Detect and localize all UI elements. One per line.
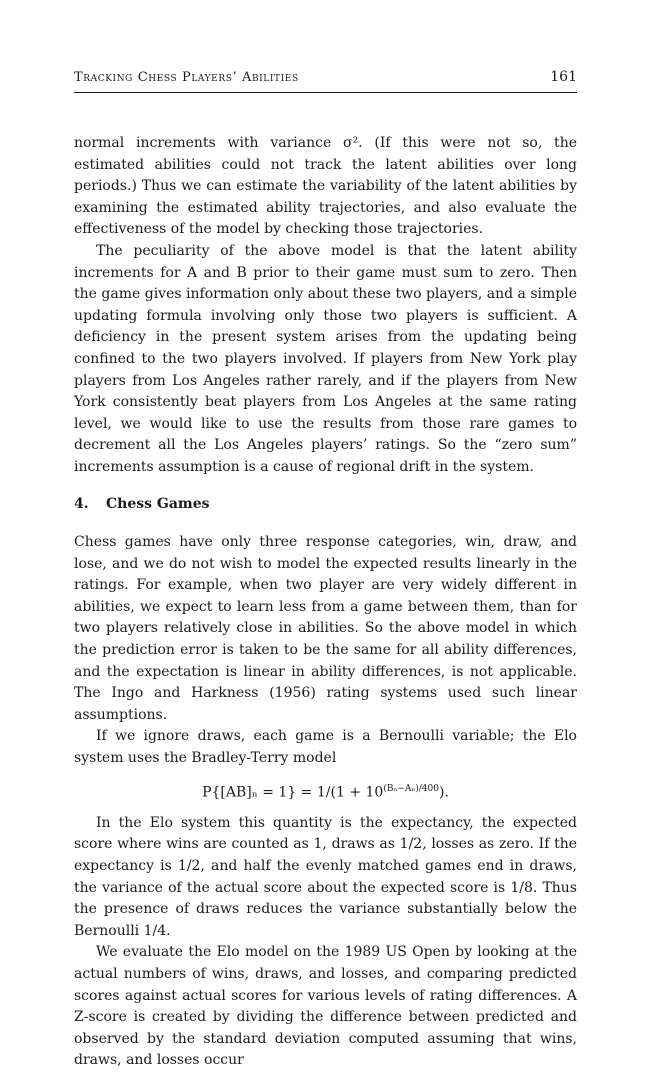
equation-exponent: (Bₙ−Aₙ)/400 — [383, 783, 439, 794]
section-heading — [74, 494, 577, 516]
equation-end: ). — [439, 784, 449, 801]
section-number: 4. — [74, 495, 89, 512]
body-text — [74, 133, 577, 1072]
equation-main: P{[AB]ₙ = 1} = 1/(1 + 10 — [202, 784, 384, 801]
paragraph-bernoulli: If we ignore draws, each game is a Bernoulli variable; the Elo system uses the Bradley-Terry model — [74, 728, 577, 767]
paragraph-peculiarity: The peculiarity of the above model is that the latent ability increments for A and B prior to their game must sum to zero. Then the game gives information only about these two players, and a simple updating formula involving only those two players is sufficient. A deficiency in the present system arises from the updating being confined to the two players involved. If players from New York play players from Los Angeles rather rarely, and if the players from New York consistently beat players from Los Angeles at the same rating level, we would like to use the results from those rare games to decrement all the Los Angeles players’ ratings. So the “zero sum” increments assumption is a cause of regional drift in the system. — [74, 242, 577, 475]
paragraph-expectancy: In the Elo system this quantity is the expectancy, the expected score where wins are counted as 1, draws as 1/2, losses as zero. If the expectancy is 1/2, and half the evenly matched games end in draws, the variance of the actual score about the expected score is 1/8. Thus the presence of draws reduces the variance substantially below the Bernoulli 1/4. — [74, 814, 577, 939]
paragraph-chess-games: Chess games have only three response categories, win, draw, and lose, and we do not wish to model the expected results linearly in the ratings. For example, when two player are very widely different in abilities, we expect to learn less from a game between them, than for two players relatively close in abilities. So the above model in which the prediction error is taken to be the same for all ability differences, and the expectation is linear in ability differences, is not applicable. The Ingo and Harkness (1956) rating systems used such linear assumptions. — [74, 534, 577, 723]
running-title: Tracking Chess Players’ Abilities — [74, 70, 299, 85]
section-title: Chess Games — [106, 495, 210, 512]
paragraph-evaluation: We evaluate the Elo model on the 1989 US Open by looking at the actual numbers of wins, draws, and losses, and comparing predicted scores against actual scores for various levels of rating differences. A Z-score is created by dividing the difference between predicted and observed by the standard deviation computed assuming that wins, draws, and losses occur — [74, 944, 577, 1069]
bradley-terry-equation — [74, 779, 577, 804]
running-header — [74, 66, 577, 93]
page-number: 161 — [550, 69, 577, 85]
paragraph-continued: normal increments with variance σ². (If this were not so, the estimated abilities could not track the latent abilities over long periods.) Thus we can estimate the variability of the latent abilities by examining the estimated ability trajectories, and also evaluate the effectiveness of the model by checking those trajectories. — [74, 135, 577, 238]
